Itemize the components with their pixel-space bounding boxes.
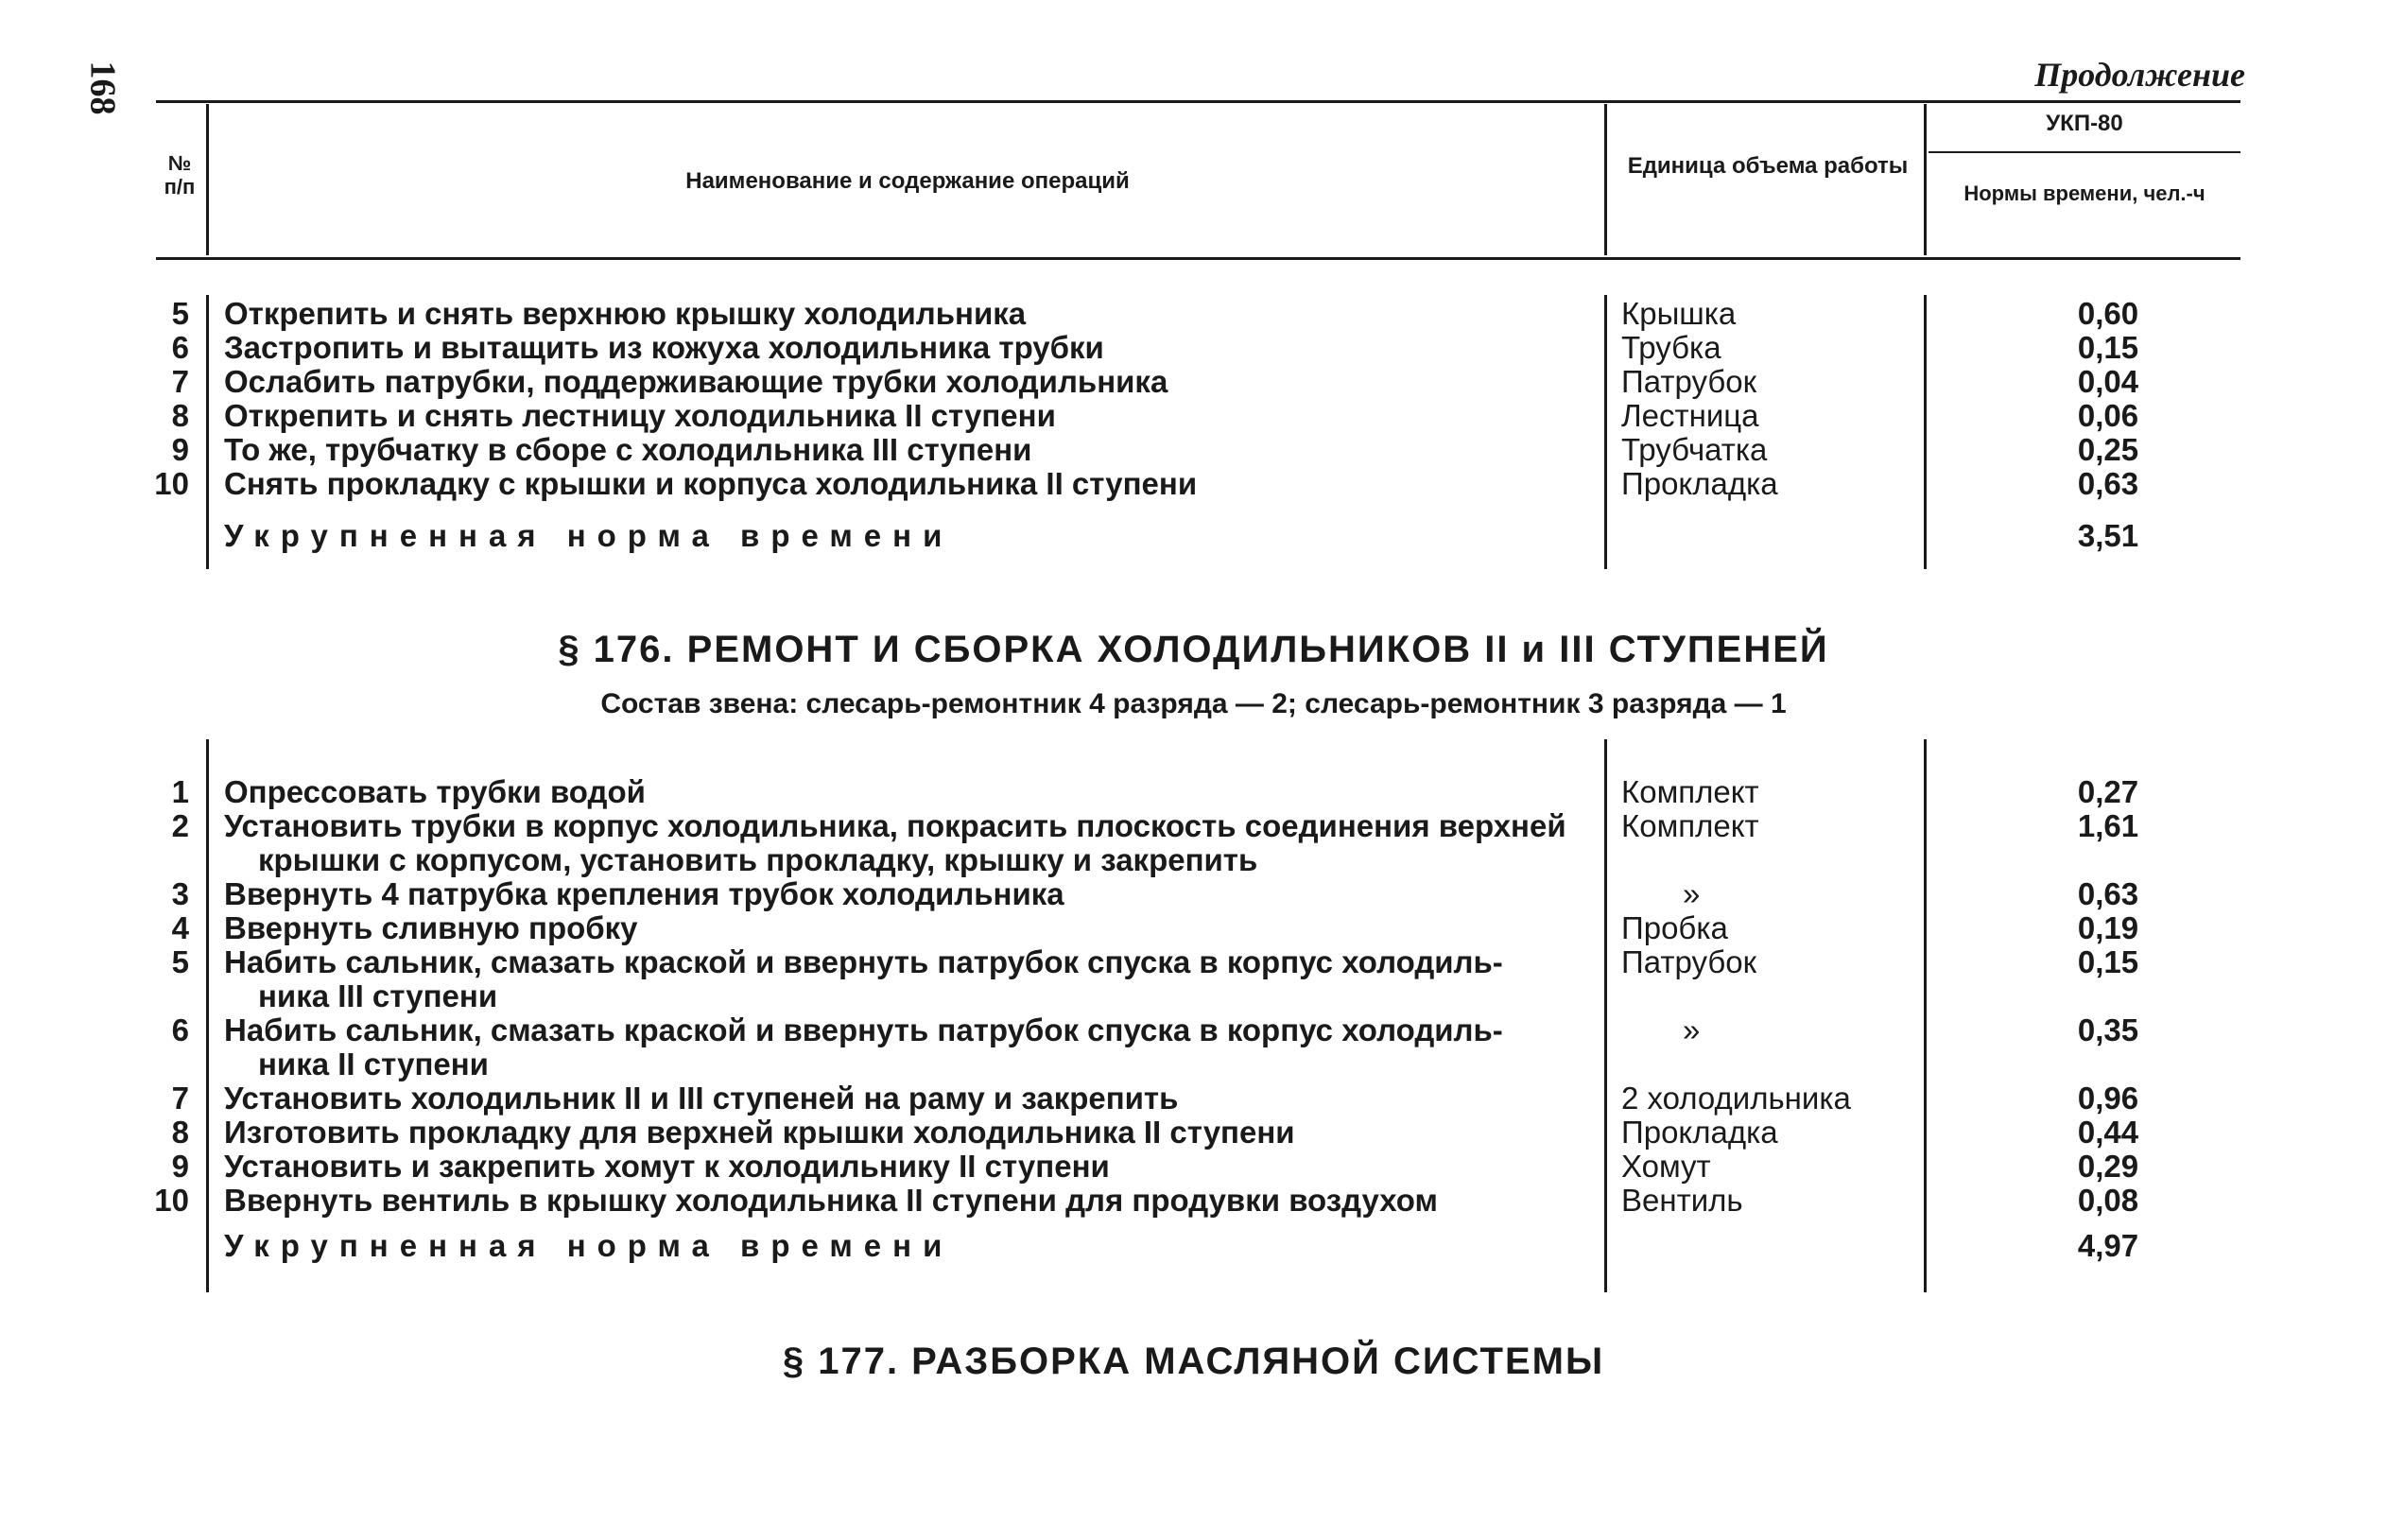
t1-divider-2 — [1604, 295, 1607, 569]
norm-value: 0,35 — [2077, 1012, 2139, 1047]
row-number: 5 — [171, 296, 189, 331]
operation: То же, трубчатку в сборе с холодильника III ступени — [224, 432, 1032, 467]
norm-value: 0,63 — [2077, 466, 2139, 501]
header-divider-2 — [1604, 104, 1607, 255]
row-number: 8 — [171, 1115, 189, 1150]
norm-value: 0,60 — [2077, 296, 2139, 331]
unit: » — [1683, 876, 1701, 911]
row-number: 3 — [171, 876, 189, 911]
row-number: 10 — [154, 466, 189, 501]
operation-line: Ввернуть 4 патрубка крепления трубок холодильника — [224, 876, 1064, 911]
unit: » — [1683, 1012, 1701, 1047]
norm-value: 0,15 — [2077, 330, 2139, 365]
operation — [224, 1013, 1595, 1081]
t1-divider-3 — [1924, 295, 1927, 569]
t2-divider-2 — [1604, 739, 1607, 1292]
header-name: Наименование и содержание операций — [685, 168, 1130, 194]
operation-line: Установить трубки в корпус холодильника, покрасить плоскость соединения верхней — [224, 808, 1566, 843]
operation-continuation: крышки с корпусом, установить прокладку, крышку и закрепить — [258, 842, 1258, 877]
unit: Комплект — [1621, 774, 1759, 809]
operation — [224, 911, 1595, 945]
header-divider-3 — [1924, 104, 1927, 255]
row-number: 8 — [171, 398, 189, 433]
operation — [224, 1081, 1595, 1116]
t2-divider-1 — [206, 739, 209, 1292]
norm-value: 0,04 — [2077, 364, 2139, 399]
operation-line: Ввернуть вентиль в крышку холодильника II ступени для продувки воздухом — [224, 1183, 1438, 1218]
header-num: № п/п — [164, 151, 196, 199]
operation — [224, 877, 1595, 911]
row-number: 2 — [171, 808, 189, 843]
norm-value: 0,15 — [2077, 944, 2139, 979]
unit: 2 холодильника — [1621, 1081, 1851, 1116]
operation-line: Опрессовать трубки водой — [224, 774, 646, 809]
unit: Лестница — [1621, 398, 1759, 433]
norm-value: 0,27 — [2077, 774, 2139, 809]
header-ukp: УКП-80 — [2046, 111, 2123, 136]
norm-value: 0,06 — [2077, 398, 2139, 433]
unit: Пробка — [1621, 910, 1728, 945]
operation — [224, 945, 1595, 1013]
section-176-crew: Состав звена: слесарь-ремонтник 4 разряда — 2; слесарь-ремонтник 3 разряда — 1 — [600, 688, 1787, 719]
ukp-rule — [1929, 151, 2240, 153]
unit: Крышка — [1621, 296, 1737, 331]
unit: Хомут — [1621, 1149, 1711, 1184]
row-number: 10 — [154, 1183, 189, 1218]
header-norm: Нормы времени, чел.-ч — [1963, 182, 2205, 205]
operation — [224, 1116, 1595, 1150]
norm-value: 0,63 — [2077, 876, 2139, 911]
norm-value: 0,19 — [2077, 910, 2139, 945]
header-divider-1 — [206, 104, 209, 255]
norm-value: 1,61 — [2077, 808, 2139, 843]
continuation-label: Продолжение — [2034, 56, 2245, 94]
operation — [224, 809, 1595, 877]
header-top-rule — [156, 100, 2240, 103]
total-value: 3,51 — [2077, 518, 2139, 553]
norm-value: 0,08 — [2077, 1183, 2139, 1218]
total-value: 4,97 — [2077, 1228, 2139, 1263]
unit: Патрубок — [1621, 944, 1757, 979]
header-bottom-rule — [156, 257, 2240, 260]
total-label: Укрупненная норма времени — [224, 1228, 954, 1263]
norm-value: 0,96 — [2077, 1081, 2139, 1116]
norm-value: 0,25 — [2077, 432, 2139, 467]
page-number: 168 — [82, 61, 123, 115]
row-number: 7 — [171, 364, 189, 399]
row-number: 6 — [171, 1012, 189, 1047]
unit: Патрубок — [1621, 364, 1757, 399]
section-177-title: § 177. РАЗБОРКА МАСЛЯНОЙ СИСТЕМЫ — [782, 1341, 1605, 1382]
row-number: 9 — [171, 432, 189, 467]
t1-divider-1 — [206, 295, 209, 569]
unit: Прокладка — [1621, 1115, 1778, 1150]
row-number: 6 — [171, 330, 189, 365]
operation-continuation: ника III ступени — [258, 978, 498, 1013]
header-unit: Единица объема работы — [1627, 153, 1909, 179]
unit: Комплект — [1621, 808, 1759, 843]
total-label: Укрупненная норма времени — [224, 518, 954, 553]
row-number: 7 — [171, 1081, 189, 1116]
operation — [224, 775, 1595, 809]
operation-line: Набить сальник, смазать краской и ввернуть патрубок спуска в корпус холодиль- — [224, 944, 1503, 979]
operation — [224, 1184, 1595, 1218]
operation-line: Установить и закрепить хомут к холодильнику II ступени — [224, 1149, 1110, 1184]
section-176-title: § 176. РЕМОНТ И СБОРКА ХОЛОДИЛЬНИКОВ II и III СТУПЕНЕЙ — [558, 629, 1829, 670]
row-number: 5 — [171, 944, 189, 979]
norm-value: 0,44 — [2077, 1115, 2139, 1150]
norm-value: 0,29 — [2077, 1149, 2139, 1184]
operation: Ослабить патрубки, поддерживающие трубки холодильника — [224, 364, 1168, 399]
operation: Застропить и вытащить из кожуха холодильника трубки — [224, 330, 1104, 365]
operation: Снять прокладку с крышки и корпуса холодильника II ступени — [224, 466, 1198, 501]
operation: Открепить и снять верхнюю крышку холодильника — [224, 296, 1027, 331]
operation-line: Установить холодильник II и III ступеней на раму и закрепить — [224, 1081, 1179, 1116]
operation-line: Изготовить прокладку для верхней крышки холодильника II ступени — [224, 1115, 1295, 1150]
operation: Открепить и снять лестницу холодильника II ступени — [224, 398, 1056, 433]
operation — [224, 1150, 1595, 1184]
unit: Вентиль — [1621, 1183, 1743, 1218]
row-number: 9 — [171, 1149, 189, 1184]
unit: Трубка — [1621, 330, 1721, 365]
row-number: 1 — [171, 774, 189, 809]
row-number: 4 — [171, 910, 189, 945]
unit: Трубчатка — [1621, 432, 1768, 467]
operation-line: Ввернуть сливную пробку — [224, 910, 638, 945]
operation-continuation: ника II ступени — [258, 1047, 489, 1081]
operation-line: Набить сальник, смазать краской и ввернуть патрубок спуска в корпус холодиль- — [224, 1012, 1503, 1047]
unit: Прокладка — [1621, 466, 1778, 501]
